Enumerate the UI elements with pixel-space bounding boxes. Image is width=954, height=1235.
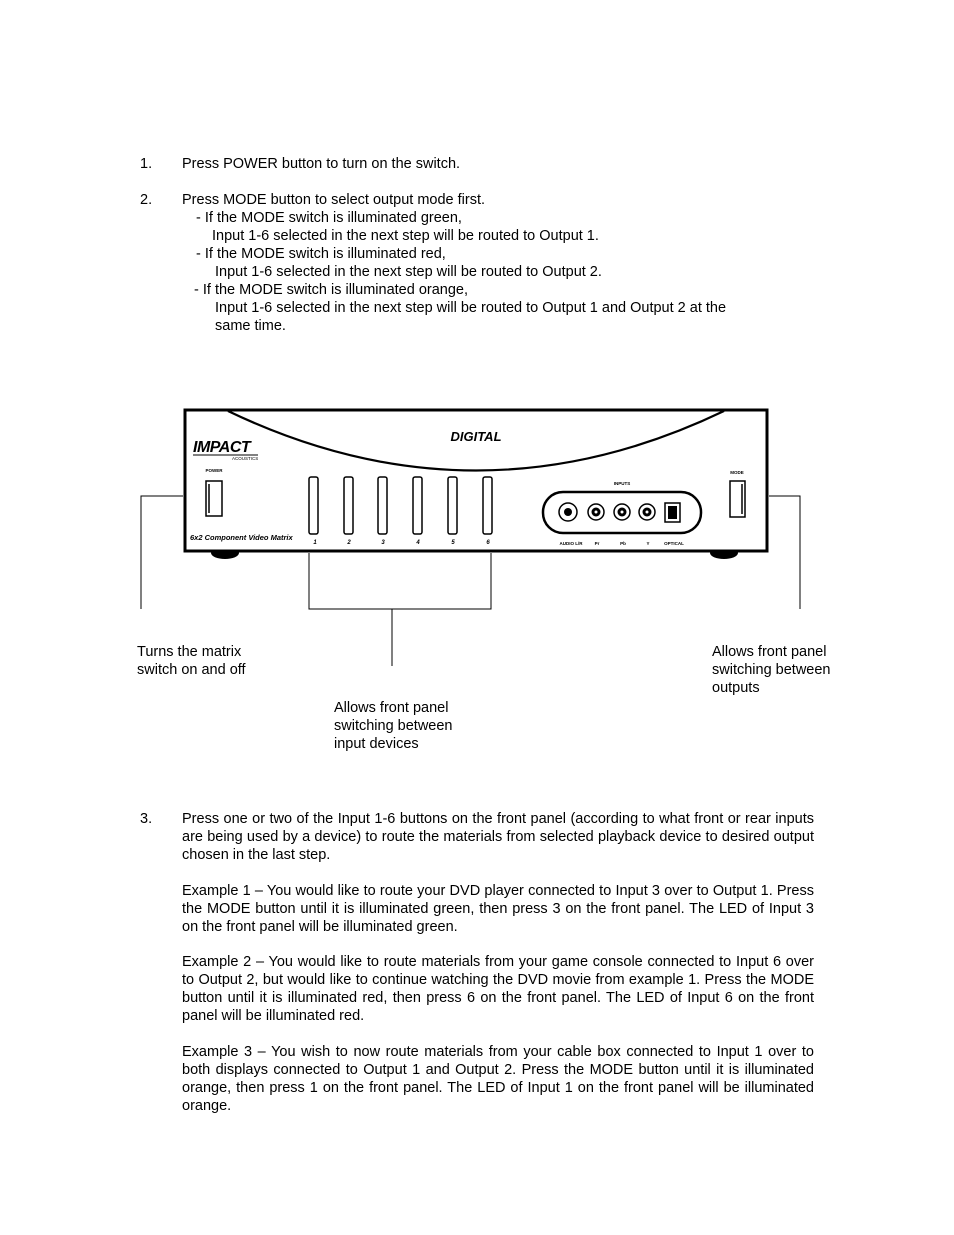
product-name: 6x2 Component Video Matrix <box>190 533 293 542</box>
pb-jack-label: Pb <box>620 541 626 546</box>
step2-red-result: Input 1-6 selected in the next step will be routed to Output 2. <box>215 264 602 280</box>
brand-subtitle: ACOUSTICS <box>232 456 259 461</box>
input-button-5[interactable] <box>448 477 457 534</box>
step2-green-result: Input 1-6 selected in the next step will be routed to Output 1. <box>212 228 599 244</box>
pr-jack <box>588 504 604 520</box>
step2-green-condition: - If the MODE switch is illuminated green, <box>196 210 462 226</box>
input-button-3[interactable] <box>378 477 387 534</box>
input-number-2: 2 <box>347 540 351 546</box>
step2-red-condition: - If the MODE switch is illuminated red, <box>196 246 446 262</box>
optical-port <box>665 503 680 522</box>
audio-jack <box>559 503 577 521</box>
mode-label: MODE <box>730 470 744 475</box>
input-button-6[interactable] <box>483 477 492 534</box>
audio-jack-label: AUDIO L/R <box>559 541 583 546</box>
input-button-2[interactable] <box>344 477 353 534</box>
inputs-label: INPUTS <box>613 481 631 486</box>
power-label: POWER <box>205 468 223 473</box>
y-jack-label: Y <box>646 541 650 546</box>
input-number-5: 5 <box>451 540 455 546</box>
input-number-1: 1 <box>313 540 317 546</box>
step2-text: Press MODE button to select output mode first. <box>182 192 486 208</box>
step2-orange-result: Input 1-6 selected in the next step will be routed to Output 1 and Output 2 at the <box>215 300 727 316</box>
power-callout-line <box>141 496 183 609</box>
mode-callout: Allows front panel switching between outputs <box>712 644 831 696</box>
step2-number: 2. <box>140 192 153 208</box>
model-label: DIGITAL <box>450 429 502 444</box>
step3-number: 3. <box>140 811 153 827</box>
step3-example-3: Example 3 – You wish to now route materials from your cable box connected to Input 1 over to both displays connected to Output 1 and Output 2. Press the MODE button until it is illuminated orange, then press 1 on the front panel. The LED of Input 1 on the front panel will be illuminated orange. <box>182 1044 814 1114</box>
step1-text: Press POWER button to turn on the switch. <box>182 156 461 172</box>
input-button-1[interactable] <box>309 477 318 534</box>
step2-orange-result-cont: same time. <box>215 318 286 334</box>
step2-orange-condition: - If the MODE switch is illuminated orange, <box>194 282 468 298</box>
inputs-callout-bracket <box>309 553 491 609</box>
step3-example-1: Example 1 – You would like to route your DVD player connected to Input 3 over to Output 1. Press the MODE button until it is illuminated green, then press 3 on the front panel. The LED of Input 3 on the front panel will be illuminated green. <box>182 883 814 935</box>
optical-port-label: OPTICAL <box>664 541 684 546</box>
power-callout: Turns the matrix switch on and off <box>137 644 246 678</box>
step3-example-2: Example 2 – You would like to route materials from your game console connected to Input 6 over to Output 2, but would like to continue watching the DVD movie from example 1. Press the MODE button until it is illuminated red, then press 6 on the front panel. The LED of Input 6 on the front panel will be illuminated red. <box>182 954 814 1024</box>
input-number-3: 3 <box>381 540 385 546</box>
step3-intro: Press one or two of the Input 1-6 buttons on the front panel (according to what front or rear inputs are being used by a device) to route the materials from selected playback device to desired output chosen in the last step. <box>182 811 814 863</box>
pr-jack-label: Pr <box>594 541 600 546</box>
input-number-4: 4 <box>416 540 420 546</box>
brand-logo: IMPACT <box>193 439 251 456</box>
mode-callout-line <box>769 496 800 609</box>
step1-number: 1. <box>140 156 153 172</box>
input-number-6: 6 <box>486 540 490 546</box>
input-button-4[interactable] <box>413 477 422 534</box>
pb-jack <box>614 504 630 520</box>
y-jack <box>639 504 655 520</box>
inputs-callout: Allows front panel switching between input devices <box>334 700 453 752</box>
